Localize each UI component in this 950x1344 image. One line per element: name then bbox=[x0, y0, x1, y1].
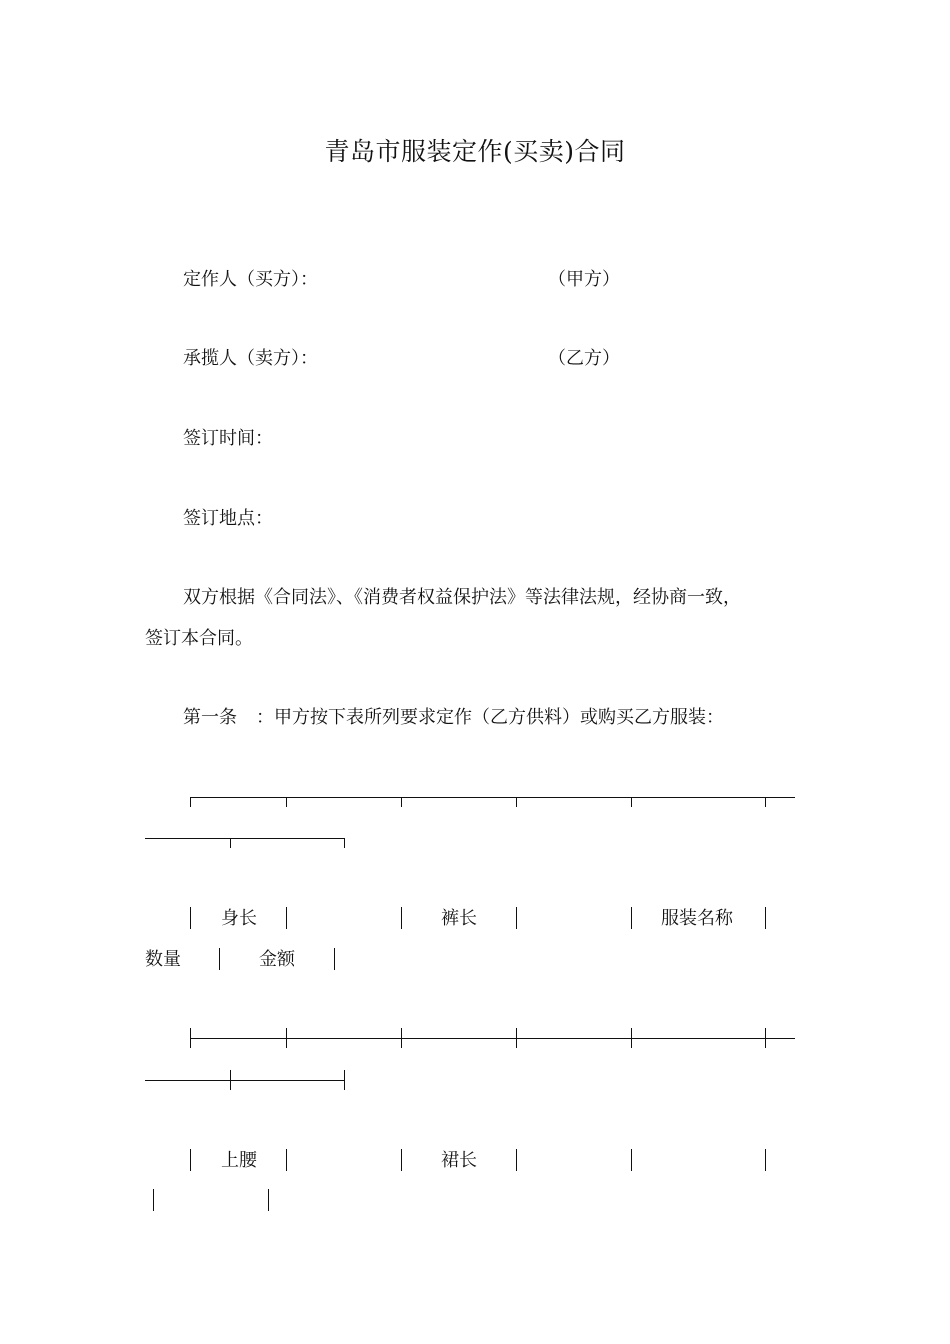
table-tick bbox=[286, 797, 287, 807]
table-col-divider bbox=[334, 948, 335, 970]
table-cross bbox=[286, 1028, 287, 1048]
table-col-divider bbox=[401, 907, 402, 929]
sign-time-label: 签订时间： bbox=[183, 428, 273, 449]
table-cross bbox=[631, 1028, 632, 1048]
table-cell-quantity: 数量 bbox=[145, 949, 181, 970]
table-mid-rule-cont bbox=[145, 1080, 345, 1081]
table-col-divider bbox=[219, 948, 220, 970]
buyer-label: 定作人（买方）： bbox=[183, 269, 318, 290]
table-cross bbox=[230, 1070, 231, 1090]
article-1-text: ：甲方按下表所列要求定作（乙方供料）或购买乙方服装： bbox=[256, 707, 724, 728]
table-col-divider bbox=[268, 1189, 269, 1211]
table-tick bbox=[516, 797, 517, 807]
table-mid-rule bbox=[191, 1038, 795, 1039]
table-cell-garment-name: 服装名称 bbox=[661, 908, 733, 929]
table-col-divider bbox=[765, 907, 766, 929]
table-cell-skirt-length: 裙长 bbox=[441, 1150, 477, 1171]
table-cell-trouser-length: 裤长 bbox=[441, 908, 477, 929]
sign-place-label: 签订地点： bbox=[183, 508, 273, 529]
table-cell-body-length: 身长 bbox=[221, 908, 257, 929]
table-cell-amount: 金额 bbox=[259, 949, 295, 970]
buyer-role: （甲方） bbox=[548, 269, 620, 290]
table-col-divider bbox=[516, 1149, 517, 1171]
table-tick bbox=[765, 797, 766, 807]
table-tick bbox=[230, 838, 231, 848]
table-col-divider bbox=[516, 907, 517, 929]
table-col-divider bbox=[153, 1189, 154, 1211]
intro-line-1: 双方根据《合同法》、《消费者权益保护法》等法律法规，经协商一致， bbox=[183, 587, 741, 608]
document-title: 青岛市服装定作(买卖)合同 bbox=[324, 137, 626, 166]
seller-label: 承揽人（卖方）： bbox=[183, 348, 318, 369]
table-col-divider bbox=[286, 907, 287, 929]
table-corner-tr bbox=[344, 838, 345, 848]
article-1-label: 第一条 bbox=[183, 707, 237, 728]
table-tick bbox=[631, 797, 632, 807]
intro-line-2: 签订本合同。 bbox=[145, 628, 253, 649]
table-col-divider bbox=[190, 1149, 191, 1171]
table-col-divider bbox=[401, 1149, 402, 1171]
table-cross bbox=[401, 1028, 402, 1048]
table-cross bbox=[765, 1028, 766, 1048]
table-corner-tl bbox=[190, 797, 191, 807]
seller-role: （乙方） bbox=[548, 348, 620, 369]
table-cross bbox=[190, 1028, 191, 1048]
table-col-divider bbox=[286, 1149, 287, 1171]
table-col-divider bbox=[631, 1149, 632, 1171]
table-top-rule-cont bbox=[145, 838, 345, 839]
table-col-divider bbox=[190, 907, 191, 929]
table-tick bbox=[401, 797, 402, 807]
table-col-divider bbox=[631, 907, 632, 929]
table-cross bbox=[344, 1070, 345, 1090]
table-col-divider bbox=[765, 1149, 766, 1171]
table-cross bbox=[516, 1028, 517, 1048]
table-cell-waist: 上腰 bbox=[221, 1150, 257, 1171]
table-top-rule bbox=[191, 797, 795, 798]
